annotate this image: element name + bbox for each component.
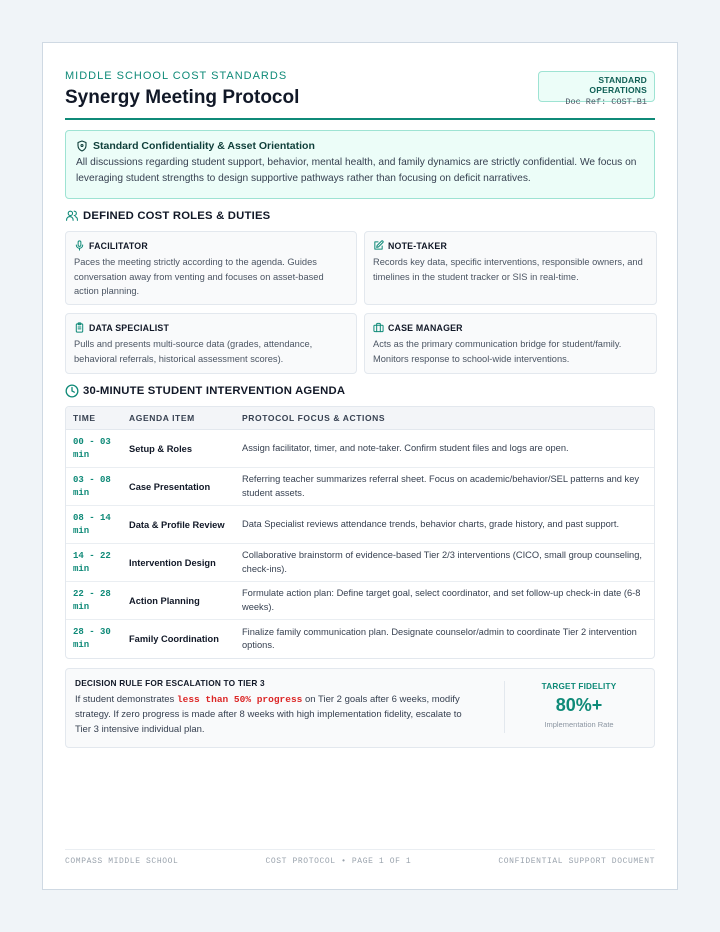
briefcase-icon <box>373 322 384 333</box>
agenda-heading-text: 30-MINUTE STUDENT INTERVENTION AGENDA <box>83 385 346 397</box>
shield-icon <box>76 140 88 152</box>
role-title: DATA SPECIALIST <box>89 322 170 333</box>
document-page <box>42 42 678 890</box>
agenda-table <box>65 406 655 659</box>
role-desc: Paces the meeting strictly according to the agenda. Guides conversation away from venting and focuses on asset-based action planning. <box>74 257 324 296</box>
row-time: 03 - 08 min <box>73 474 111 498</box>
notice-body: All discussions regarding student support, behavior, mental health, and family dynamics are strictly confidential. We focus on leveraging student strengths to design supportive pathways rather than focusing on deficit narratives. <box>76 157 637 184</box>
fidelity-sub: Implementation Rate <box>544 720 614 729</box>
row-time: 22 - 28 min <box>73 588 111 612</box>
table-row <box>66 506 654 544</box>
table-row <box>66 620 654 658</box>
row-item: Case Presentation <box>129 481 211 492</box>
role-title: FACILITATOR <box>89 240 148 251</box>
users-icon <box>65 209 79 222</box>
role-card-facilitator <box>65 231 357 305</box>
row-focus: Formulate action plan: Define target goal, select coordinator, and set follow-up check-in date (6-8 weeks). <box>242 588 641 612</box>
decision-body: If student demonstrates less than 50% progress on Tier 2 goals after 6 weeks, modify strategy. If zero progress is made after 8 weeks with high implementation fidelity, escalate to Tier 3 intensive individual plan. <box>75 694 462 735</box>
table-row <box>66 544 654 582</box>
fidelity-label: TARGET FIDELITY <box>541 682 617 691</box>
row-time: 14 - 22 min <box>73 550 111 574</box>
document-footer <box>65 849 655 866</box>
fidelity-value: 80%+ <box>555 695 603 715</box>
row-item: Intervention Design <box>129 557 216 568</box>
decision-title: DECISION RULE FOR ESCALATION TO TIER 3 <box>75 678 265 688</box>
confidentiality-notice <box>65 130 655 199</box>
edit-icon <box>373 240 384 251</box>
role-title: CASE MANAGER <box>388 322 463 333</box>
microphone-icon <box>74 240 85 251</box>
agenda-section-heading <box>65 384 345 398</box>
role-desc: Records key data, specific interventions, responsible owners, and timelines in the student tracker or SIS in real-time. <box>373 257 643 282</box>
column-header-time: TIME <box>73 413 96 423</box>
roles-heading-text: DEFINED COST ROLES & DUTIES <box>83 209 271 222</box>
document-title: Synergy Meeting Protocol <box>65 87 300 108</box>
roles-section-heading <box>65 209 270 222</box>
row-focus: Assign facilitator, timer, and note-taker. Confirm student files and logs are open. <box>242 442 569 453</box>
column-header-item: AGENDA ITEM <box>129 413 195 423</box>
table-row <box>66 430 654 468</box>
row-time: 28 - 30 min <box>73 627 111 650</box>
row-focus: Referring teacher summarizes referral sheet. Focus on academic/behavior/SEL patterns and key student assets. <box>242 474 640 498</box>
role-desc: Pulls and presents multi-source data (grades, attendance, behavioral referrals, historical assessment scores). <box>74 339 313 364</box>
row-item: Data & Profile Review <box>129 519 225 530</box>
role-desc: Acts as the primary communication bridge for student/family. Monitors response to school-wide interventions. <box>373 339 622 364</box>
row-focus: Data Specialist reviews attendance trends, behavior charts, grade history, and past support. <box>242 518 620 529</box>
clock-icon <box>65 384 79 398</box>
doc-ref-badge <box>538 71 655 107</box>
notice-title: Standard Confidentiality & Asset Orientation <box>93 140 315 152</box>
row-focus: Collaborative brainstorm of evidence-based Tier 2/3 interventions (CICO, small group counseling, check-ins). <box>242 550 642 574</box>
escalation-decision-box <box>65 668 655 748</box>
row-time: 08 - 14 min <box>73 512 111 536</box>
clipboard-icon <box>74 322 85 333</box>
badge-title: STANDARD OPERATIONS <box>589 75 647 95</box>
row-item: Action Planning <box>129 595 200 606</box>
footer-center: COST PROTOCOL • PAGE 1 OF 1 <box>265 857 412 866</box>
role-card-data-specialist <box>65 313 357 374</box>
row-focus: Finalize family communication plan. Designate counselor/admin to coordinate Tier 2 intervention options. <box>242 626 637 650</box>
table-row <box>66 582 654 620</box>
row-time: 00 - 03 min <box>73 436 111 460</box>
table-row <box>66 468 654 506</box>
footer-right: CONFIDENTIAL SUPPORT DOCUMENT <box>498 857 655 866</box>
table-header <box>66 407 654 430</box>
document-eyebrow: MIDDLE SCHOOL COST STANDARDS <box>65 70 288 82</box>
row-item: Setup & Roles <box>129 443 193 454</box>
footer-left: COMPASS MIDDLE SCHOOL <box>65 857 179 866</box>
role-card-case-manager <box>364 313 657 374</box>
target-fidelity <box>504 682 654 729</box>
role-card-note-taker <box>364 231 657 305</box>
decision-highlight: less than 50% progress <box>176 694 303 705</box>
row-item: Family Coordination <box>129 634 219 644</box>
badge-ref: Doc Ref: COST-B1 <box>565 97 647 107</box>
column-header-focus: PROTOCOL FOCUS & ACTIONS <box>242 413 386 423</box>
role-title: NOTE-TAKER <box>388 240 448 251</box>
document-header <box>65 69 655 120</box>
